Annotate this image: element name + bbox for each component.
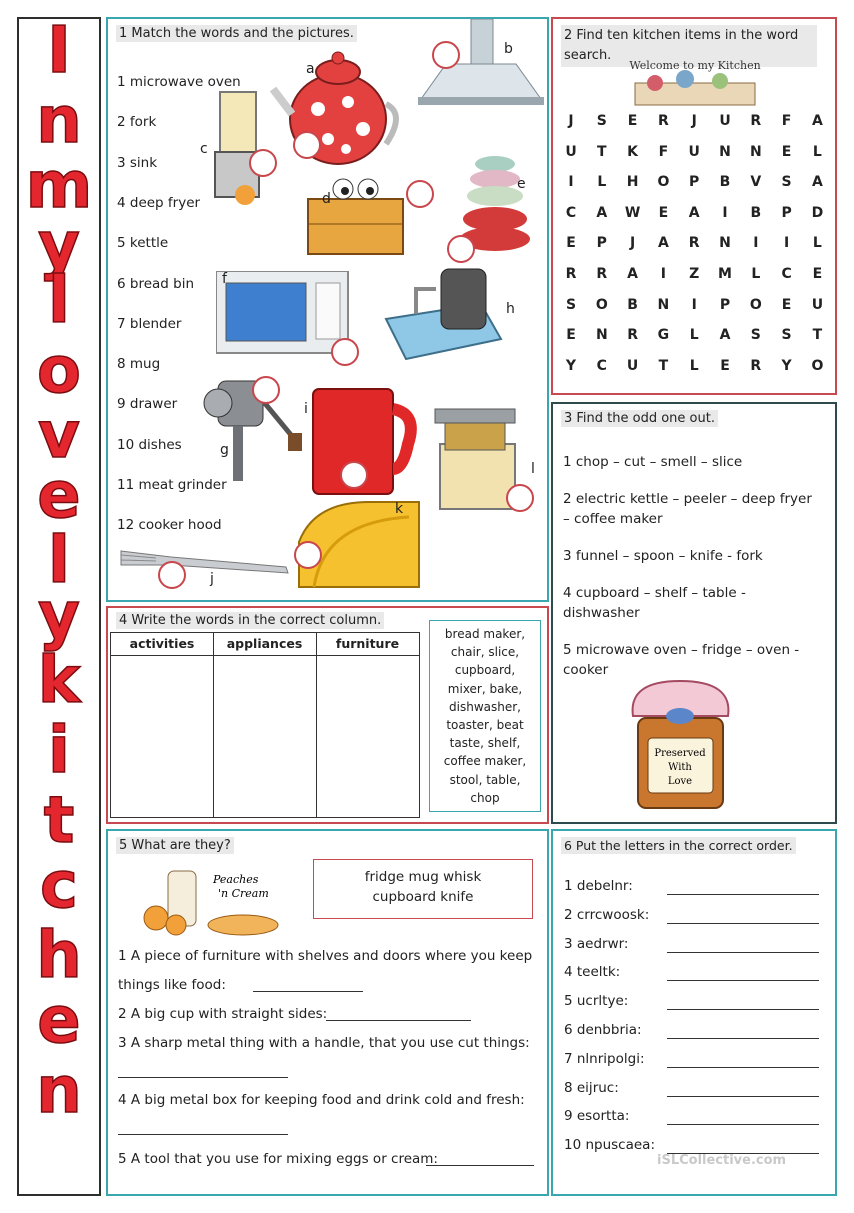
logo-text-2: 'n Cream — [218, 887, 269, 900]
match-word-item: 12 cooker hood — [117, 517, 222, 534]
answer-line-5[interactable] — [426, 1165, 534, 1166]
grid-letter[interactable]: S — [596, 113, 607, 129]
picture-letter: e — [517, 176, 526, 192]
grid-letter[interactable]: P — [596, 235, 607, 252]
section-word-search — [551, 17, 837, 395]
answer-line-3[interactable] — [118, 1077, 288, 1078]
grid-letter[interactable]: U — [565, 143, 577, 160]
scrambled-word: 8 eijruc: — [564, 1079, 619, 1096]
section-odd-one-out — [551, 402, 837, 824]
answer-circle[interactable] — [406, 180, 434, 208]
grid-letter[interactable]: H — [626, 174, 639, 191]
grid-letter[interactable]: R — [596, 266, 608, 282]
scrambled-word: 10 npuscaea: — [564, 1137, 656, 1154]
answer-circle[interactable] — [340, 461, 368, 489]
answer-circle[interactable] — [331, 338, 359, 366]
answer-line-4[interactable] — [118, 1134, 288, 1135]
picture-letter: a — [306, 61, 315, 77]
grid-letter[interactable]: W — [624, 204, 641, 221]
grid-letter[interactable]: B — [750, 204, 762, 221]
section-6-title: 6 Put the letters in the correct order. — [561, 837, 796, 854]
grid-letter[interactable]: F — [781, 113, 792, 129]
grid-letter[interactable]: I — [691, 296, 697, 313]
odd-one-out-line: 4 cupboard – shelf – table - — [563, 585, 746, 601]
column-appliances: appliances — [226, 636, 303, 651]
picture-letter: l — [531, 461, 535, 477]
title-letter: n — [36, 84, 82, 158]
section-match-words — [106, 17, 549, 602]
odd-one-out-line: 5 microwave oven – fridge – oven - — [563, 642, 800, 658]
picture-letter: i — [304, 401, 308, 417]
logo-text-1: Peaches — [213, 873, 259, 886]
grid-letter[interactable]: B — [627, 296, 638, 313]
word-box-line: mixer, bake, — [447, 681, 523, 696]
grid-letter[interactable]: S — [781, 174, 792, 191]
grid-letter[interactable]: O — [595, 296, 608, 313]
section-5-title: 5 What are they? — [116, 837, 234, 854]
grid-letter[interactable]: S — [781, 327, 792, 344]
question-4: 4 A big metal box for keeping food and drink cold and fresh: — [118, 1092, 525, 1108]
grid-letter[interactable]: C — [781, 266, 792, 282]
grid-letter[interactable]: N — [657, 296, 670, 313]
blender-picture — [200, 87, 280, 207]
grid-letter[interactable]: A — [811, 113, 823, 129]
grid-letter[interactable]: F — [658, 143, 669, 160]
column-table — [110, 632, 420, 818]
match-word-item: 2 fork — [117, 114, 157, 131]
scrambled-word: 2 crrcwoosk: — [564, 906, 650, 923]
odd-one-out-line: dishwasher — [563, 605, 640, 621]
word-box-line: toaster, beat — [446, 718, 524, 732]
match-word-item: 1 microwave oven — [117, 74, 241, 90]
answer-line-2[interactable] — [326, 1020, 471, 1021]
word-box-line: stool, table, — [449, 772, 521, 787]
title-letter: m — [25, 149, 93, 223]
picture-letter: k — [395, 501, 404, 517]
watermark: iSLCollective.com — [657, 1153, 787, 1168]
odd-one-out-line: cooker — [563, 662, 609, 678]
picture-letter: f — [222, 271, 227, 287]
match-word-item: 11 meat grinder — [117, 477, 227, 493]
grid-letter[interactable]: T — [658, 357, 669, 374]
grid-letter[interactable]: I — [722, 204, 728, 221]
grid-letter[interactable]: U — [811, 296, 824, 313]
answer-circle[interactable] — [294, 541, 322, 569]
grid-letter[interactable]: L — [812, 235, 822, 252]
grid-letter[interactable]: L — [751, 266, 761, 282]
match-word-item: 7 blender — [117, 315, 182, 332]
grid-letter[interactable]: R — [688, 235, 700, 252]
grid-letter[interactable]: E — [566, 235, 576, 252]
grid-letter[interactable]: K — [627, 143, 639, 160]
grid-letter[interactable]: A — [596, 204, 608, 221]
section-letters-order — [551, 829, 837, 1196]
picture-letter: b — [504, 41, 513, 57]
word-box-line: bread maker, — [444, 627, 526, 641]
match-word-item: 4 deep fryer — [117, 194, 201, 211]
banner-text: Welcome to my Kitchen — [629, 59, 761, 72]
word-box — [429, 620, 541, 812]
grid-letter[interactable]: E — [627, 113, 638, 129]
word-box-line: chop — [470, 790, 500, 805]
answer-circle[interactable] — [158, 561, 186, 589]
picture-letter: h — [506, 301, 515, 317]
section-4-title: 4 Write the words in the correct column. — [116, 612, 384, 629]
grid-letter[interactable]: L — [597, 174, 607, 191]
fork-picture — [116, 539, 296, 579]
peaches-cream-picture — [138, 863, 298, 938]
grid-letter[interactable]: S — [750, 327, 761, 344]
grid-letter[interactable]: R — [565, 266, 577, 282]
grid-letter[interactable]: C — [596, 357, 607, 374]
title-letter: o — [37, 334, 81, 408]
match-word-item: 9 drawer — [117, 396, 178, 413]
title-letter: k — [37, 644, 81, 718]
word-box-line: chair, slice, — [450, 645, 520, 660]
scrambled-word: 9 esortta: — [564, 1108, 630, 1125]
grid-letter[interactable]: B — [719, 174, 731, 191]
picture-letter: c — [200, 141, 208, 157]
question-1-line-1: 1 A piece of furniture with shelves and doors where you keep — [118, 948, 533, 964]
title-letter: c — [40, 849, 78, 923]
grid-letter[interactable]: Y — [781, 357, 792, 374]
answer-circle[interactable] — [432, 41, 460, 69]
scrambled-word: 6 denbbria: — [564, 1022, 642, 1038]
kitchen-banner-picture — [625, 55, 765, 111]
grid-letter[interactable]: A — [627, 266, 639, 282]
grid-letter[interactable]: O — [749, 296, 762, 313]
grid-letter[interactable]: C — [565, 204, 577, 221]
grid-letter[interactable]: R — [750, 357, 762, 374]
answer-line[interactable] — [667, 980, 819, 981]
scrambled-word: 3 aedrwr: — [564, 935, 629, 952]
grid-letter[interactable]: Z — [689, 266, 700, 282]
grid-letter[interactable]: N — [719, 235, 731, 252]
grid-letter[interactable]: Y — [565, 357, 577, 374]
grid-letter[interactable]: I — [753, 235, 759, 252]
grid-letter[interactable]: D — [811, 204, 824, 221]
grid-letter[interactable]: P — [689, 174, 700, 191]
grid-letter[interactable]: L — [689, 357, 699, 374]
word-box-line: cupboard, — [454, 663, 516, 678]
title-letter: n — [36, 1054, 82, 1128]
answer-circle[interactable] — [506, 484, 534, 512]
word-box-line: coffee maker, — [443, 754, 527, 769]
answer-line[interactable] — [667, 894, 819, 895]
question-5: 5 A tool that you use for mixing eggs or cream: — [118, 1151, 438, 1167]
grid-letter[interactable]: J — [568, 113, 574, 129]
odd-one-out-line: – coffee maker — [563, 511, 663, 527]
answer-words-2: cupboard knife — [372, 889, 474, 905]
answer-line[interactable] — [667, 952, 819, 953]
title-letter: l — [48, 524, 70, 598]
grid-letter[interactable]: N — [595, 327, 608, 344]
grid-letter[interactable]: E — [658, 204, 669, 221]
scrambled-word: 1 debelnr: — [564, 878, 633, 894]
word-box-line: dishwasher, — [449, 699, 521, 714]
grid-letter[interactable]: P — [781, 204, 792, 221]
grid-letter[interactable]: A — [811, 174, 823, 191]
grid-letter[interactable]: I — [783, 235, 790, 252]
grid-letter[interactable]: R — [658, 113, 669, 129]
microwave-picture — [216, 271, 351, 356]
answer-word-box — [313, 859, 533, 919]
grid-letter[interactable]: I — [660, 266, 666, 282]
kettle-picture — [268, 44, 408, 174]
odd-one-out-line: 3 funnel – spoon – knife - fork — [563, 548, 763, 564]
grid-letter[interactable]: O — [811, 357, 824, 374]
grid-letter[interactable]: A — [719, 327, 731, 344]
odd-one-out-line: 1 chop – cut – smell – slice — [563, 454, 743, 470]
jam-jar-picture — [623, 676, 738, 816]
title-letter: y — [38, 209, 80, 283]
title-letter: t — [43, 784, 75, 858]
grid-letter[interactable]: N — [719, 143, 731, 160]
picture-letter: g — [220, 442, 229, 458]
grid-letter[interactable]: J — [691, 113, 697, 129]
title-letter: v — [38, 399, 80, 473]
grid-letter[interactable]: P — [719, 296, 731, 313]
cooker-hood-picture — [416, 19, 546, 114]
grid-letter[interactable]: R — [750, 113, 762, 129]
title-letter: y — [38, 579, 80, 653]
scrambled-word: 7 nlnripolgi: — [564, 1050, 645, 1067]
section-1-title: 1 Match the words and the pictures. — [116, 25, 357, 42]
grid-letter[interactable]: U — [688, 143, 700, 160]
grid-letter[interactable]: I — [568, 174, 574, 191]
grid-letter[interactable]: T — [812, 327, 823, 344]
answer-line-1[interactable] — [253, 991, 363, 992]
grid-letter[interactable]: A — [688, 204, 700, 221]
title-letter: h — [36, 919, 82, 993]
match-word-item: 6 bread bin — [117, 275, 195, 292]
answer-circle[interactable] — [293, 131, 321, 159]
answer-line[interactable] — [667, 1067, 819, 1068]
jar-label-2: With — [668, 762, 692, 773]
grid-letter[interactable]: E — [812, 266, 823, 282]
word-box-line: taste, shelf, — [449, 736, 521, 751]
answer-line[interactable] — [667, 1038, 819, 1039]
answer-line[interactable] — [667, 1124, 819, 1125]
grid-letter[interactable]: L — [689, 327, 699, 344]
grid-letter[interactable]: N — [749, 143, 762, 160]
answer-line[interactable] — [667, 1009, 819, 1010]
match-word-item: 8 mug — [117, 356, 161, 373]
section-columns — [106, 606, 549, 824]
jar-label-1: Preserved — [654, 748, 706, 759]
drawer-picture — [298, 169, 413, 264]
answer-circle[interactable] — [447, 235, 475, 263]
grid-letter[interactable]: E — [781, 143, 792, 160]
grid-letter[interactable]: U — [719, 113, 731, 129]
scrambled-word: 4 teeltk: — [564, 964, 621, 981]
grid-letter[interactable]: M — [718, 266, 732, 282]
answer-words-1: fridge mug whisk — [364, 869, 482, 885]
question-2: 2 A big cup with straight sides: — [118, 1006, 328, 1022]
grid-letter[interactable]: E — [720, 357, 730, 374]
title-letter: l — [48, 264, 70, 338]
section-what-are-they — [106, 829, 549, 1196]
grid-letter[interactable]: O — [657, 174, 670, 191]
match-word-item: 3 sink — [117, 154, 158, 171]
grid-letter[interactable]: J — [629, 235, 636, 252]
picture-letter: d — [322, 191, 331, 207]
grid-letter[interactable]: T — [597, 143, 607, 160]
title-letter: I — [47, 14, 71, 88]
grid-letter[interactable]: A — [657, 235, 669, 252]
grid-letter[interactable]: G — [657, 327, 670, 344]
answer-circle[interactable] — [252, 376, 280, 404]
answer-line[interactable] — [667, 923, 819, 924]
answer-circle[interactable] — [249, 149, 277, 177]
title-letter: i — [48, 714, 70, 788]
grid-letter[interactable]: E — [781, 296, 792, 313]
match-word-item: 5 kettle — [117, 235, 169, 252]
section-3-title: 3 Find the odd one out. — [561, 410, 718, 427]
question-1-line-2: things like food: — [118, 977, 226, 993]
grid-letter[interactable]: U — [626, 357, 639, 374]
column-furniture: furniture — [335, 636, 400, 651]
section-2-title: 2 Find ten kitchen items in the word search. — [561, 25, 817, 67]
odd-one-out-line: 2 electric kettle – peeler – deep fryer — [563, 491, 812, 507]
column-activities: activities — [129, 636, 195, 651]
side-title-frame — [17, 14, 101, 1196]
grid-letter[interactable]: E — [566, 327, 576, 344]
grid-letter[interactable]: S — [565, 296, 577, 313]
grid-letter[interactable]: L — [812, 143, 822, 160]
answer-line[interactable] — [667, 1096, 819, 1097]
grid-letter[interactable]: R — [627, 327, 638, 344]
scrambled-word: 5 ucrltye: — [564, 993, 629, 1010]
title-letter: e — [37, 459, 81, 533]
title-letter: e — [37, 984, 81, 1058]
jar-label-3: Love — [667, 776, 693, 787]
grid-letter[interactable]: V — [750, 174, 762, 191]
sink-picture — [376, 264, 506, 364]
question-3: 3 A sharp metal thing with a handle, that you use cut things: — [118, 1035, 530, 1051]
match-word-item: 10 dishes — [117, 436, 182, 453]
picture-letter: j — [210, 571, 214, 587]
